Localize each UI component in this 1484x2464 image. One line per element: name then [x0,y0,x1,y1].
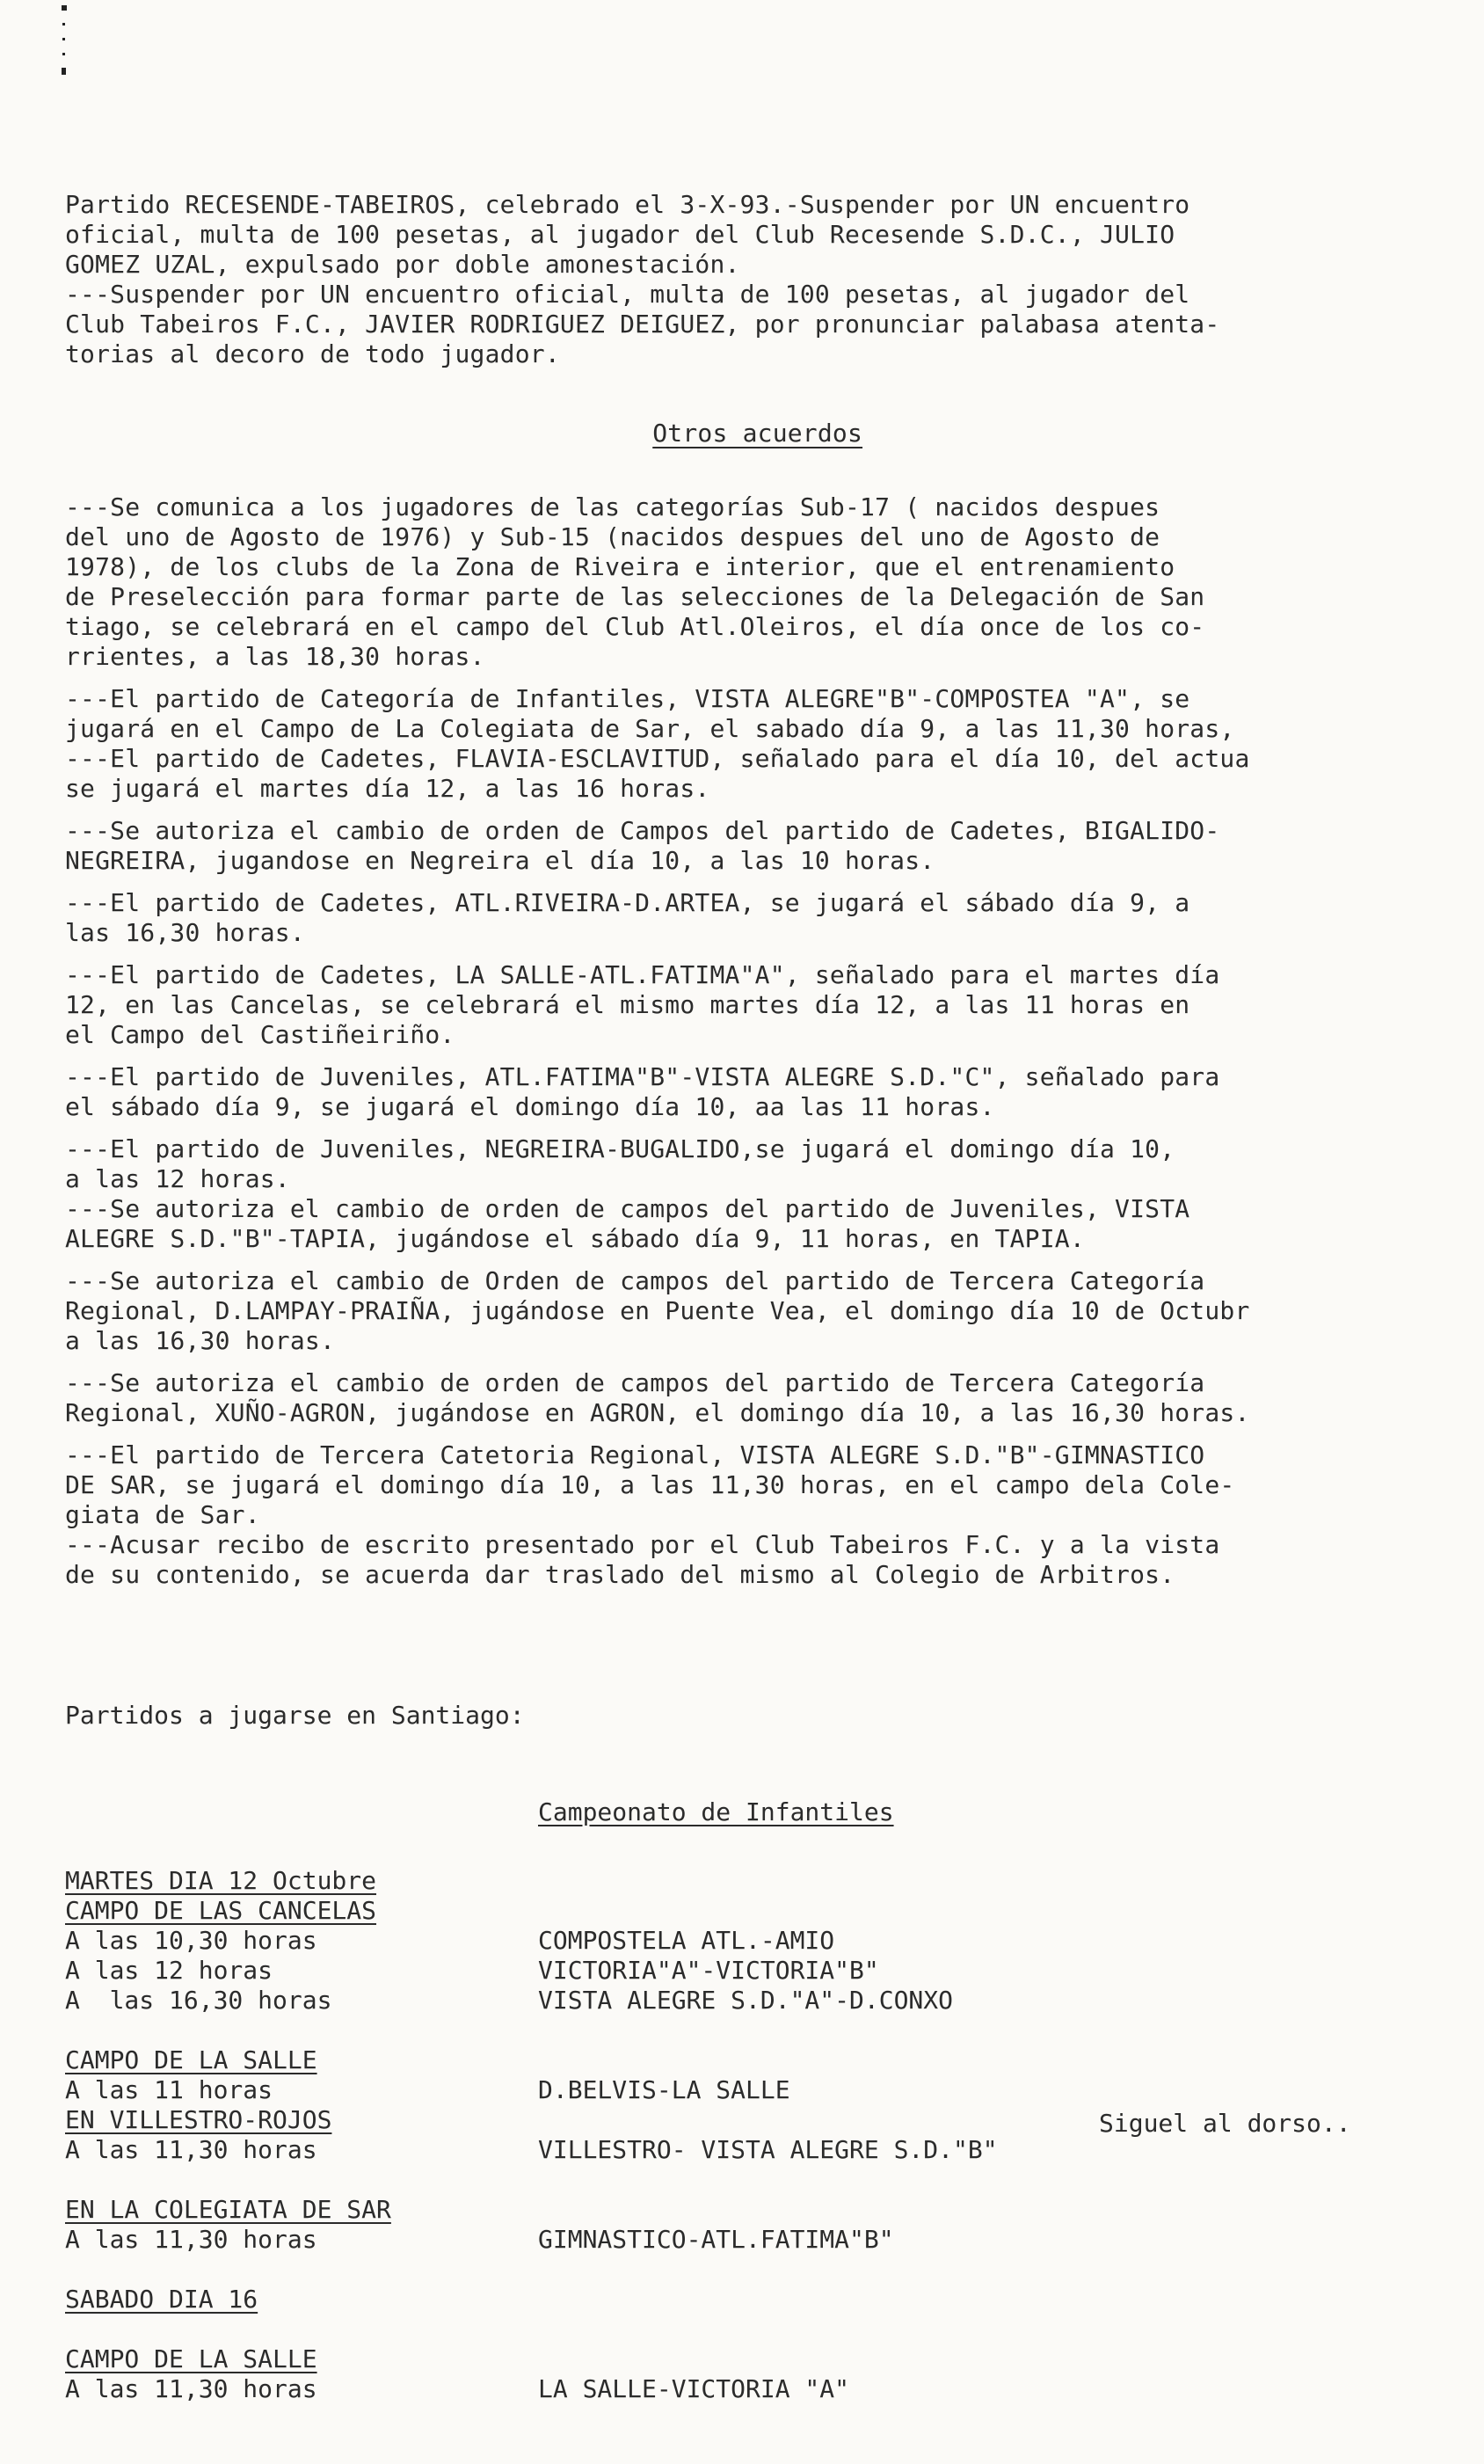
paragraph-gap [65,1254,1437,1266]
intro-line: ---Suspender por UN encuentro oficial, multa de 100 pesetas, al jugador del [65,280,1190,309]
agreement-paragraph [65,492,1437,672]
agreement-paragraph [65,1368,1437,1428]
venue-date-heading: MARTES DIA 12 Octubre [65,1866,377,1895]
schedule-row [65,2075,1437,2105]
paragraph-gap [65,1050,1437,1062]
match-time: A las 11,30 horas [65,2374,317,2403]
schedule-row [65,2045,1437,2075]
schedule-row [65,1956,1437,1986]
agreement-line: ALEGRE S.D."B"-TAPIA, jugándose el sábado día 9, 11 horas, en TAPIA. [65,1224,1085,1253]
venue-date-heading: EN VILLESTRO-ROJOS [65,2105,332,2134]
agreement-line: tiago, se celebrará en el campo del Club Atl.Oleiros, el día once de los co- [65,612,1205,641]
agreement-line: DE SAR, se jugará el domingo día 10, a las 11,30 horas, en el campo dela Cole- [65,1470,1235,1499]
match-teams: VILLESTRO- VISTA ALEGRE S.D."B" [538,2135,998,2164]
agreements-section [65,492,1437,1590]
agreement-line: las 16,30 horas. [65,918,305,947]
paragraph-gap [65,672,1437,684]
footer-note: Siguel al dorso.. [1099,2109,1351,2138]
schedule-row [65,1866,1437,1896]
agreement-line: rrientes, a las 18,30 horas. [65,642,485,671]
intro-line: GOMEZ UZAL, expulsado por doble amonestación. [65,250,740,279]
agreement-line: ---El partido de Tercera Catetoria Regional, VISTA ALEGRE S.D."B"-GIMNASTICO [65,1440,1205,1469]
agreement-line: a las 12 horas. [65,1164,290,1193]
schedule-row [65,2255,1437,2285]
agreement-line: giata de Sar. [65,1500,260,1529]
schedule-gap [65,1850,1437,1866]
agreement-line: ---El partido de Cadetes, FLAVIA-ESCLAVITUD, señalado para el día 10, del actua [65,744,1250,773]
schedule-row [65,1896,1437,1926]
match-teams: VICTORIA"A"-VICTORIA"B" [538,1956,879,1985]
agreement-line: ---Se autoriza el cambio de orden de campos del partido de Juveniles, VISTA [65,1194,1190,1223]
agreement-line: se jugará el martes día 12, a las 16 horas. [65,774,710,803]
agreement-paragraph [65,888,1437,948]
agreement-line: 1978), de los clubs de la Zona de Riveira e interior, que el entrenamiento [65,552,1175,581]
agreement-paragraph [65,1062,1437,1122]
paragraph-gap [65,948,1437,960]
paragraph-gap [65,876,1437,888]
match-time: A las 12 horas [65,1956,273,1985]
schedule-intro [65,1701,1437,1731]
agreement-line: Regional, XUÑO-AGRON, jugándose en AGRON, el domingo día 10, a las 16,30 horas. [65,1398,1250,1427]
agreement-line: Regional, D.LAMPAY-PRAIÑA, jugándose en Puente Vea, el domingo día 10 de Octubr [65,1296,1250,1325]
agreement-line: ---El partido de Cadetes, ATL.RIVEIRA-D.ARTEA, se jugará el sábado día 9, a [65,888,1190,917]
schedule-row [65,2285,1437,2315]
schedule-row [65,2165,1437,2195]
agreement-paragraph [65,1440,1437,1590]
agreement-line: ---Acusar recibo de escrito presentado por el Club Tabeiros F.C. y a la vista [65,1530,1220,1559]
agreement-paragraph [65,1134,1437,1254]
championship-heading: Campeonato de Infantiles [538,1797,894,1826]
intro-line: Club Tabeiros F.C., JAVIER RODRIGUEZ DEIGUEZ, por pronunciar palabasa atenta- [65,310,1220,339]
schedule-row [65,2225,1437,2255]
intro-line: torias al decoro de todo jugador. [65,339,560,368]
agreement-line: el sábado día 9, se jugará el domingo día 10, aa las 11 horas. [65,1092,995,1121]
agreement-line: ---Se autoriza el cambio de Orden de campos del partido de Tercera Categoría [65,1266,1205,1295]
schedule-row [65,2315,1437,2344]
agreement-line: jugará en el Campo de La Colegiata de Sar, el sabado día 9, a las 11,30 horas, [65,714,1235,743]
agreement-line: ---El partido de Cadetes, LA SALLE-ATL.FATIMA"A", señalado para el martes día [65,960,1220,989]
agreement-line: ---El partido de Juveniles, NEGREIRA-BUGALIDO,se jugará el domingo día 10, [65,1134,1175,1163]
schedule-row [65,2374,1437,2404]
intro-line: oficial, multa de 100 pesetas, al jugador del Club Recesende S.D.C., JULIO [65,220,1175,249]
paragraph-gap [65,1122,1437,1134]
venue-date-heading: SABADO DIA 16 [65,2285,258,2314]
match-schedule [65,1641,1437,2464]
paragraph-gap [65,804,1437,816]
match-time: A las 11,30 horas [65,2225,317,2254]
intro-section [65,190,1437,369]
agreement-line: de su contenido, se acuerda dar traslado del mismo al Colegio de Arbitros. [65,1560,1175,1589]
match-time: A las 10,30 horas [65,1926,317,1955]
match-teams: COMPOSTELA ATL.-AMIO [538,1926,835,1955]
schedule-row [65,2135,1437,2165]
agreement-paragraph [65,684,1437,804]
match-teams: D.BELVIS-LA SALLE [538,2075,790,2104]
agreement-line: ---Se autoriza el cambio de orden de Campos del partido de Cadetes, BIGALIDO- [65,816,1220,845]
venue-date-heading: CAMPO DE LA SALLE [65,2045,317,2074]
document-body [65,130,1437,1650]
match-teams: VISTA ALEGRE S.D."A"-D.CONXO [538,1986,954,2015]
schedule-row [65,1986,1437,2016]
intro-line: Partido RECESENDE-TABEIROS, celebrado el 3-X-93.-Suspender por UN encuentro [65,190,1190,219]
paragraph-gap [65,1428,1437,1440]
agreement-line: ---Se comunica a los jugadores de las categorías Sub-17 ( nacidos despues [65,492,1160,521]
venue-date-heading: CAMPO DE LA SALLE [65,2344,317,2373]
agreement-line: NEGREIRA, jugandose en Negreira el día 10, a las 10 horas. [65,846,935,875]
agreement-line: ---El partido de Juveniles, ATL.FATIMA"B"-VISTA ALEGRE S.D."C", señalado para [65,1062,1220,1091]
agreement-line: del uno de Agosto de 1976) y Sub-15 (nacidos despues del uno de Agosto de [65,522,1160,551]
match-teams: LA SALLE-VICTORIA "A" [538,2374,850,2403]
schedule-row [65,2016,1437,2045]
match-time: A las 11 horas [65,2075,273,2104]
agreement-line: el Campo del Castiñeiriño. [65,1020,455,1049]
match-teams: GIMNASTICO-ATL.FATIMA"B" [538,2225,894,2254]
schedule-row [65,1926,1437,1956]
venue-date-heading: EN LA COLEGIATA DE SAR [65,2195,391,2224]
agreement-line: 12, en las Cancelas, se celebrará el mismo martes día 12, a las 11 horas en [65,990,1190,1019]
agreement-line: de Preselección para formar parte de las selecciones de la Delegación de San [65,582,1205,611]
section-heading: Otros acuerdos [652,419,863,448]
schedule-intro-text: Partidos a jugarse en Santiago: [65,1701,525,1730]
match-time: A las 16,30 horas [65,1986,332,2015]
schedule-row [65,2344,1437,2374]
agreement-line: ---El partido de Categoría de Infantiles, VISTA ALEGRE"B"-COMPOSTEA "A", se [65,684,1190,713]
agreement-paragraph [65,816,1437,876]
match-time: A las 11,30 horas [65,2135,317,2164]
agreement-paragraph [65,1266,1437,1356]
punch-marks [62,5,72,102]
agreement-line: ---Se autoriza el cambio de orden de campos del partido de Tercera Categoría [65,1368,1205,1397]
venue-date-heading: CAMPO DE LAS CANCELAS [65,1896,377,1925]
paragraph-gap [65,1356,1437,1368]
agreement-paragraph [65,960,1437,1050]
agreement-line: a las 16,30 horas. [65,1326,336,1355]
schedule-row [65,2195,1437,2225]
